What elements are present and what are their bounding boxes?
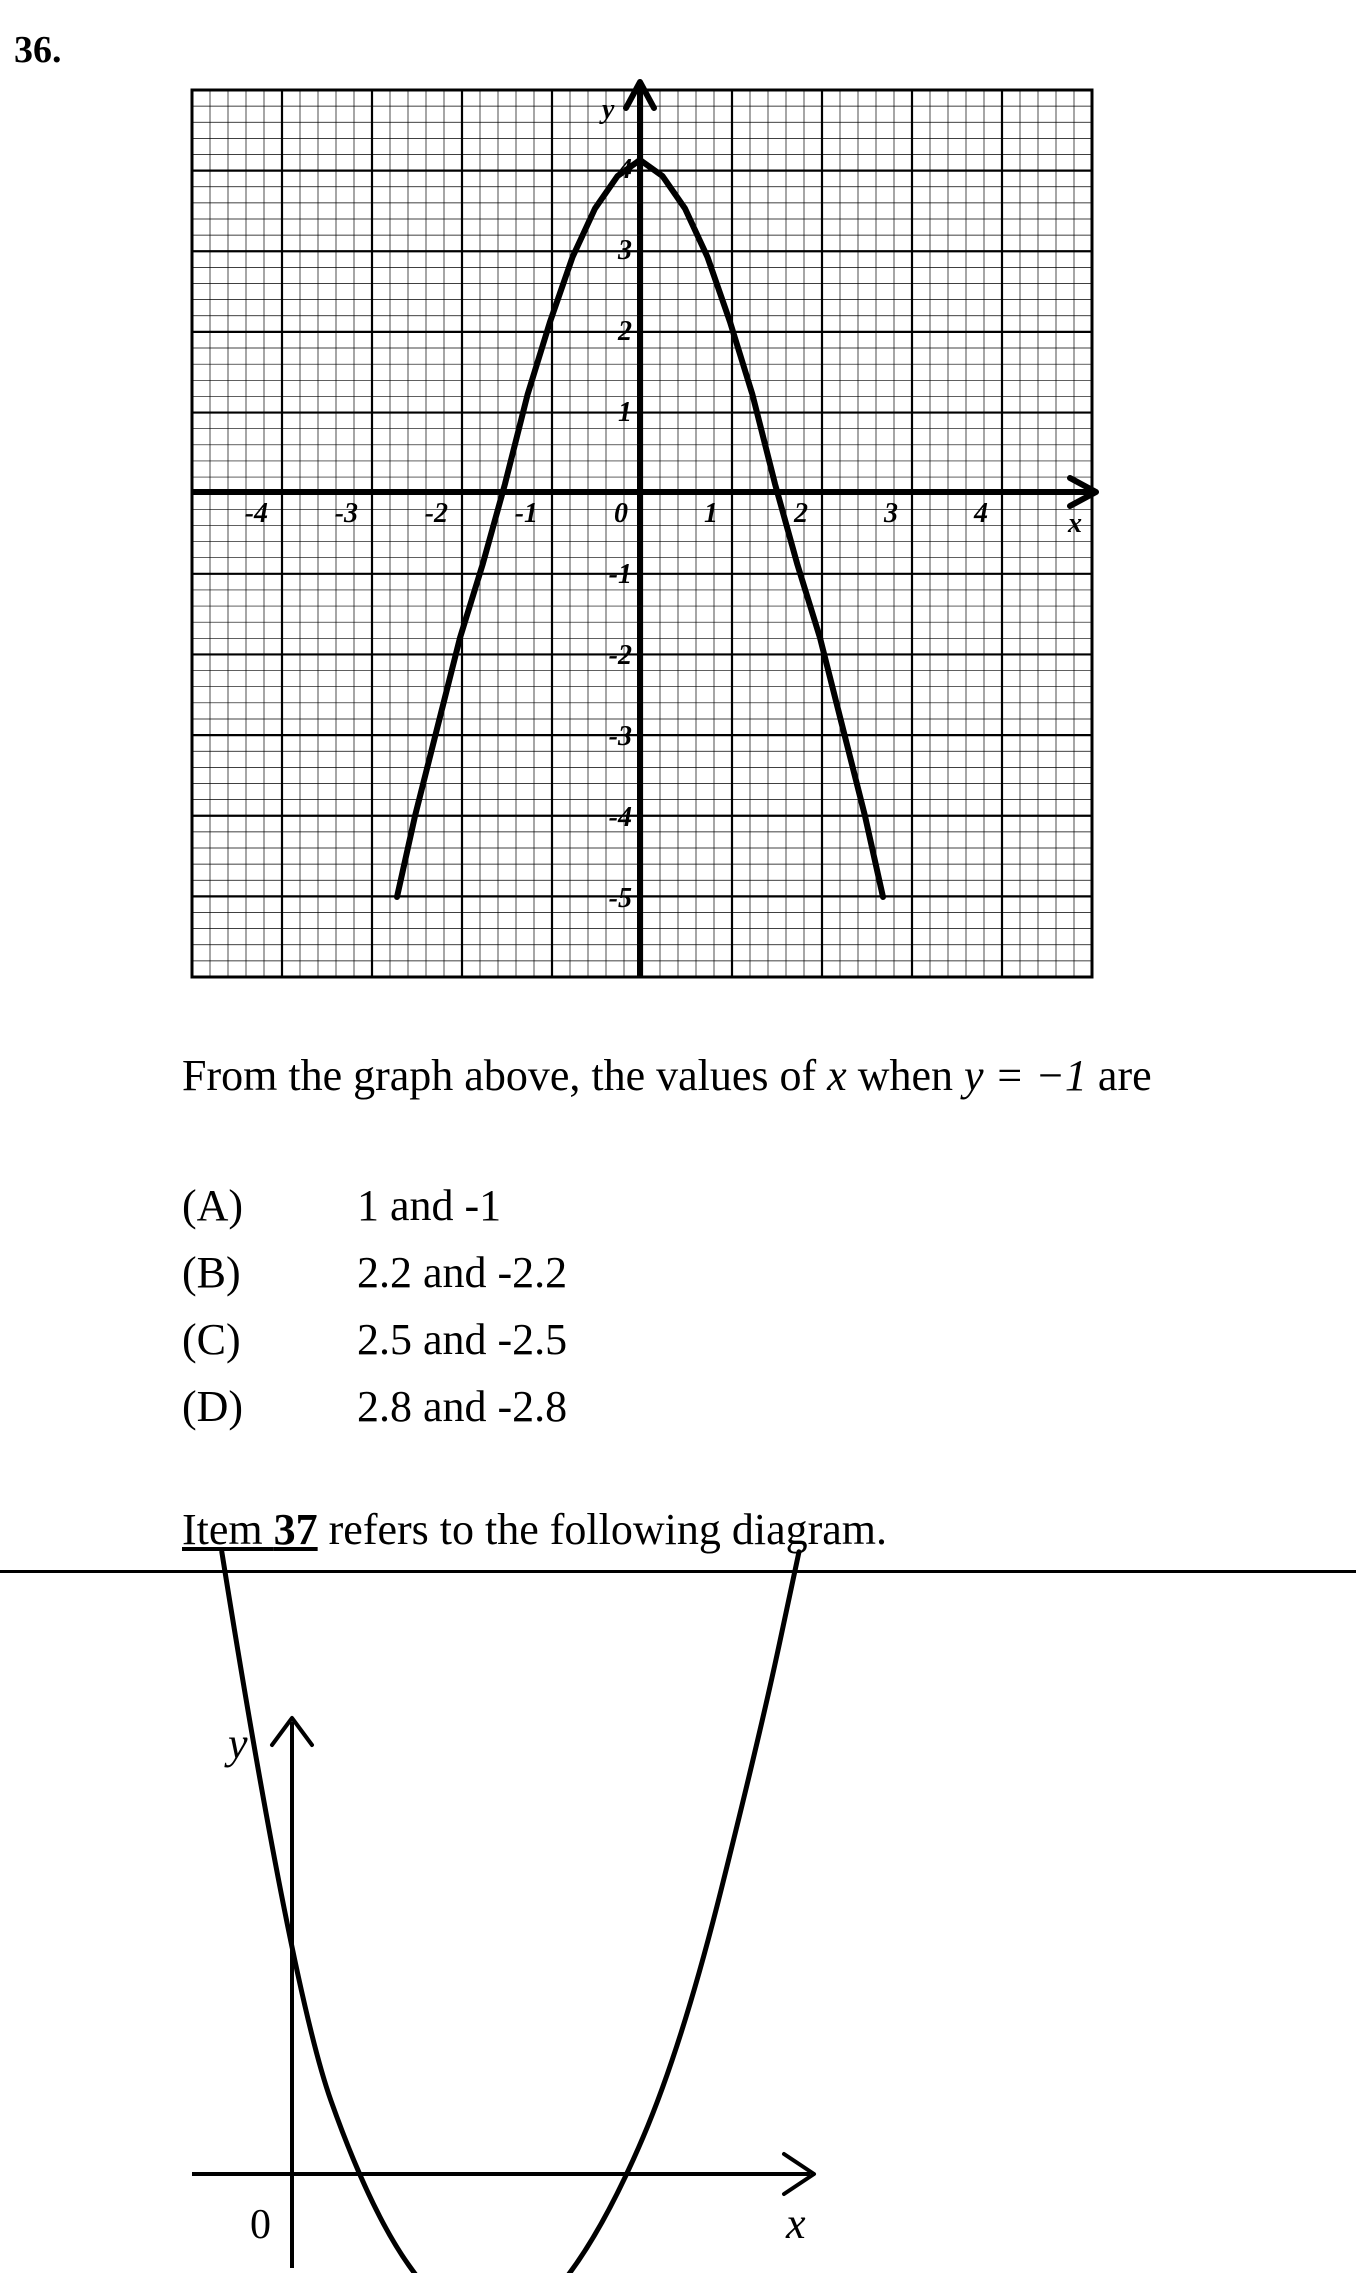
x-tick-label: 4 (974, 498, 988, 529)
x-axis-arrow-icon (784, 2154, 814, 2194)
x-tick-label: 3 (884, 498, 898, 529)
option-a[interactable] (182, 1180, 501, 1231)
x-axis-label: x (1068, 508, 1082, 539)
stem-prefix: From the graph above, the values of (182, 1051, 828, 1100)
option-text: 1 and -1 (357, 1181, 502, 1230)
option-text: 2.5 and -2.5 (357, 1315, 568, 1364)
question-stem (182, 1050, 1152, 1101)
y-tick-label: -1 (608, 559, 632, 590)
x-tick-label: -4 (244, 498, 268, 529)
x-tick-label: 1 (704, 498, 718, 529)
y-tick-label: 1 (618, 397, 632, 428)
x-tick-label: 0 (614, 498, 628, 529)
option-b[interactable] (182, 1247, 567, 1298)
item-prefix: Item (182, 1505, 274, 1554)
option-label: (B) (182, 1248, 241, 1297)
question-number: 36. (14, 29, 62, 71)
item-number: 37 (273, 1505, 318, 1554)
section-divider (0, 1570, 1356, 1573)
y-axis-arrow-icon (272, 1718, 312, 1745)
y-tick-label: 4 (618, 154, 632, 185)
item-suffix: refers to the following diagram. (317, 1505, 888, 1554)
y-axis-label: y (228, 1719, 248, 1768)
option-c[interactable] (182, 1314, 567, 1365)
option-d[interactable] (182, 1381, 567, 1432)
x-tick-label: -1 (514, 498, 538, 529)
item-37-intro (182, 1504, 887, 1555)
x-tick-label: 2 (794, 498, 808, 529)
y-tick-label: -3 (608, 721, 632, 752)
parabola-graph (0, 0, 1356, 1000)
y-tick-label: -4 (608, 802, 632, 833)
stem-mid: when (846, 1051, 964, 1100)
parabola-curve (222, 1552, 799, 2273)
x-tick-label: -3 (334, 498, 358, 529)
stem-suffix: are (1086, 1051, 1152, 1100)
option-label: (D) (182, 1382, 244, 1431)
origin-label: 0 (250, 2202, 271, 2248)
y-tick-label: -2 (608, 640, 632, 671)
x-tick-label: -2 (424, 498, 448, 529)
option-label: (C) (182, 1315, 241, 1364)
y-axis-label: y (602, 94, 615, 125)
y-tick-label: -5 (608, 883, 632, 914)
y-tick-label: 3 (618, 235, 632, 266)
option-text: 2.8 and -2.8 (357, 1382, 568, 1431)
option-label: (A) (182, 1181, 244, 1230)
x-axis-label: x (786, 2199, 806, 2248)
y-tick-label: 2 (618, 316, 632, 347)
stem-variable: x (827, 1051, 847, 1100)
stem-equation: y = −1 (964, 1051, 1087, 1100)
option-text: 2.2 and -2.2 (357, 1248, 568, 1297)
